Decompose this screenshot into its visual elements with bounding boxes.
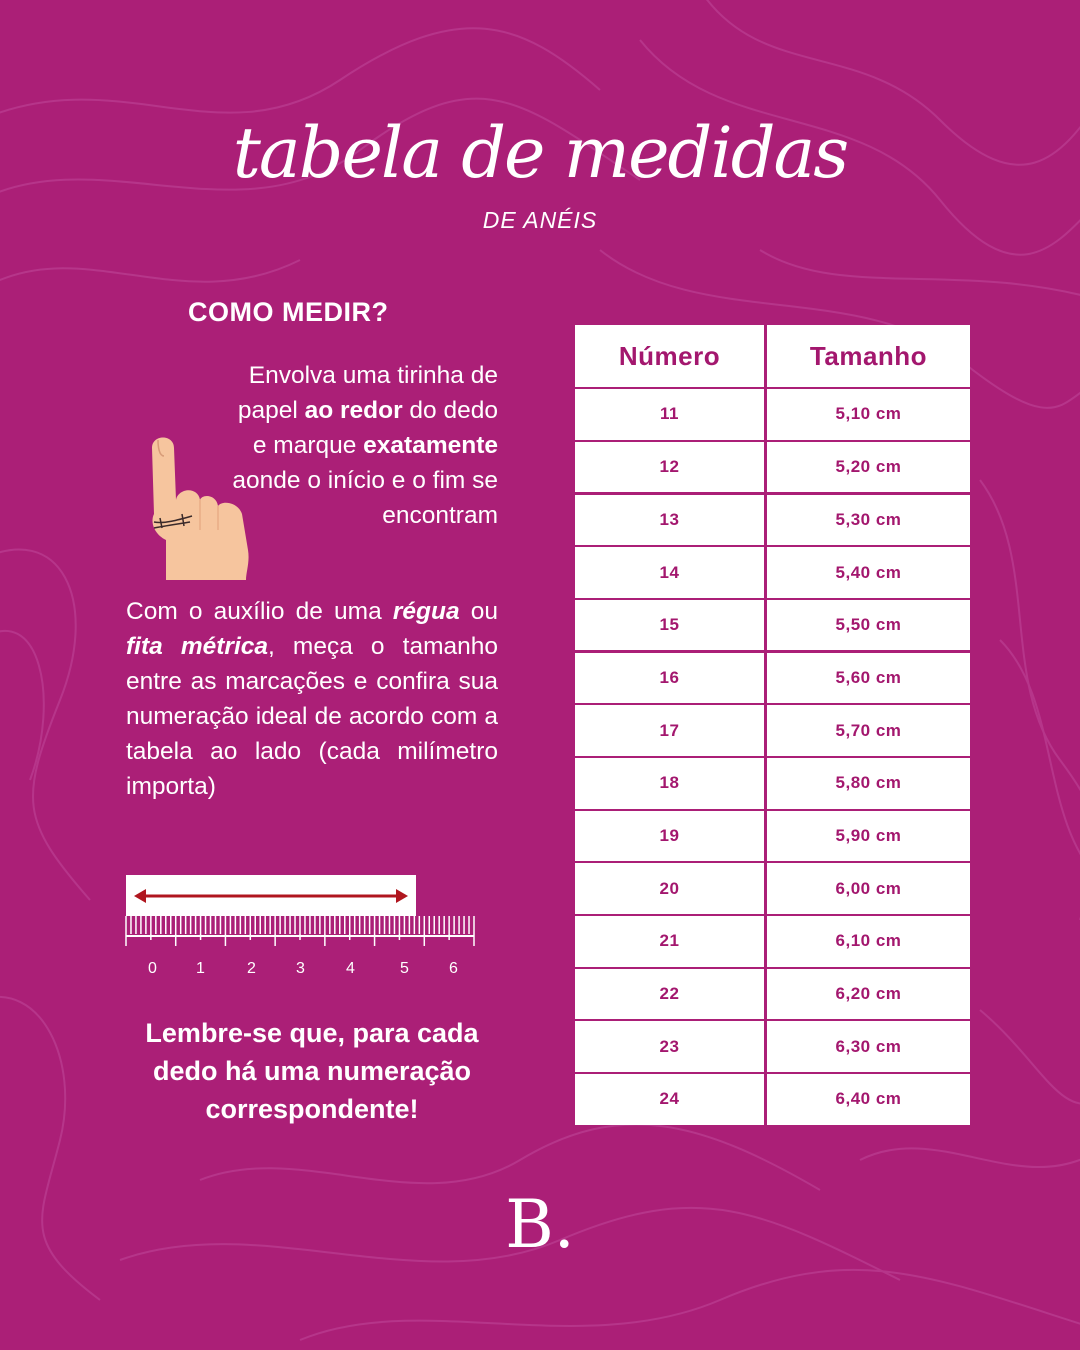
- table-row: [575, 969, 970, 1020]
- ruler-label: 4: [346, 960, 355, 977]
- intro-text: aonde o início e o fim se encontram: [232, 467, 498, 529]
- ring-size-cell: 5,50 cm: [767, 600, 970, 651]
- ring-size-cell: 5,90 cm: [767, 811, 970, 862]
- page-title: tabela de medidas: [232, 112, 848, 194]
- table-row: [575, 389, 970, 440]
- ring-number-cell: 16: [575, 653, 764, 704]
- ring-size-cell: 6,00 cm: [767, 863, 970, 914]
- ring-number-cell: 14: [575, 547, 764, 598]
- ring-size-cell: 5,40 cm: [767, 547, 970, 598]
- ring-size-cell: 5,80 cm: [767, 758, 970, 809]
- instructions-paragraph: [126, 594, 498, 804]
- page-subtitle: DE ANÉIS: [482, 207, 598, 233]
- table-row: [575, 811, 970, 862]
- reminder-text: Lembre-se que, para cada dedo há uma numeração correspondente!: [145, 1018, 479, 1124]
- instructions-emphasis: fita métrica: [126, 633, 269, 660]
- table-row: [575, 495, 970, 546]
- intro-bold-text: exatamente: [363, 432, 498, 459]
- table-row: [575, 863, 970, 914]
- ruler-label: 0: [148, 960, 157, 977]
- ring-number-cell: 11: [575, 389, 764, 440]
- ruler-label: 5: [400, 960, 409, 977]
- brand-logo: B.: [505, 1186, 575, 1263]
- intro-text: Envolva uma tirinha de papel: [237, 362, 498, 424]
- ring-number-cell: 20: [575, 863, 764, 914]
- ruler-illustration: [120, 872, 480, 962]
- ring-number-cell: 17: [575, 705, 764, 756]
- ring-size-cell: 6,30 cm: [767, 1021, 970, 1072]
- how-to-heading: COMO MEDIR?: [188, 297, 389, 327]
- intro-paragraph: [232, 358, 498, 533]
- ring-number-cell: 13: [575, 495, 764, 546]
- ruler-label: 3: [296, 960, 305, 977]
- table-row: [575, 758, 970, 809]
- instructions-text: , meça o tamanho entre as marcações e confira sua numeração ideal de acordo com a tabela ao lado (cada milímetro importa): [126, 633, 499, 800]
- ring-size-cell: 6,20 cm: [767, 969, 970, 1020]
- ring-number-cell: 22: [575, 969, 764, 1020]
- table-row: [575, 547, 970, 598]
- ring-size-cell: 6,40 cm: [767, 1074, 970, 1125]
- ring-size-cell: 5,70 cm: [767, 705, 970, 756]
- ring-number-cell: 15: [575, 600, 764, 651]
- ring-size-cell: 6,10 cm: [767, 916, 970, 967]
- ruler-label: 6: [449, 960, 458, 977]
- header-number: Número: [575, 325, 764, 387]
- instructions-text: Com o auxílio de uma: [126, 598, 393, 625]
- table-row: [575, 1074, 970, 1125]
- ring-size-cell: 5,20 cm: [767, 442, 970, 493]
- ring-number-cell: 18: [575, 758, 764, 809]
- ring-number-cell: 12: [575, 442, 764, 493]
- ruler-label: 2: [247, 960, 256, 977]
- table-row: [575, 1021, 970, 1072]
- instructions-emphasis: régua: [392, 598, 460, 625]
- header-size: Tamanho: [767, 325, 970, 387]
- ring-size-cell: 5,30 cm: [767, 495, 970, 546]
- table-row: [575, 442, 970, 493]
- table-row: [575, 600, 970, 651]
- ring-number-cell: 21: [575, 916, 764, 967]
- ring-size-cell: 5,60 cm: [767, 653, 970, 704]
- intro-bold-text: ao redor: [304, 397, 403, 424]
- pointing-finger-icon: [146, 430, 256, 582]
- table-header-row: [575, 325, 970, 387]
- intro-text: do dedo e marque: [252, 397, 498, 459]
- table-row: [575, 653, 970, 704]
- ruler-label: 1: [196, 960, 205, 977]
- ring-number-cell: 23: [575, 1021, 764, 1072]
- table-row: [575, 705, 970, 756]
- ring-size-table: [575, 325, 970, 1127]
- ring-size-cell: 5,10 cm: [767, 389, 970, 440]
- ring-number-cell: 24: [575, 1074, 764, 1125]
- ring-number-cell: 19: [575, 811, 764, 862]
- instructions-text: ou: [459, 598, 499, 625]
- table-row: [575, 916, 970, 967]
